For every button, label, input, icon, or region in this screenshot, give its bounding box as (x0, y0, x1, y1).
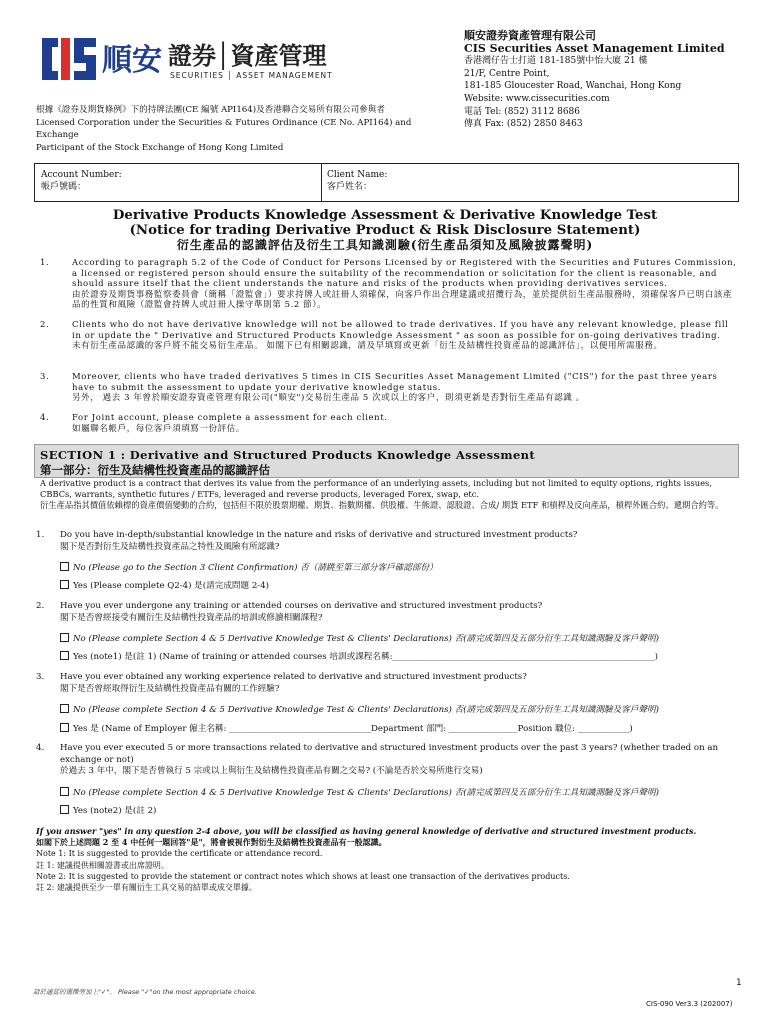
intro-number: 1. (40, 258, 50, 268)
logo-tagline-en: SECURITIES │ ASSET MANAGEMENT (170, 71, 333, 80)
license-statement (36, 104, 456, 154)
account-info-box (34, 163, 739, 202)
company-website: Website: www.cissecurities.com (464, 93, 610, 104)
company-name-en: CIS Securities Asset Management Limited (464, 41, 725, 55)
checkbox[interactable] (60, 787, 69, 796)
form-code: CIS-090 Ver3.3 (202007) (646, 1000, 733, 1008)
company-info (464, 30, 764, 131)
title-zh: 衍生產品的認識評估及衍生工具知識測驗(衍生產品須知及風險披露聲明) (176, 238, 594, 252)
option-label: Yes (Please complete Q2-4) 是(請完成問題 2-4) (73, 581, 270, 591)
q1-option-no[interactable] (60, 562, 740, 574)
title-line1: Derivative Products Knowledge Assessment & Derivative Knowledge Test (112, 208, 658, 223)
checkbox[interactable] (60, 805, 69, 814)
note1-zh: 註 1: 建議提供相關證書或出席證明。 (36, 860, 169, 870)
q2-option-no[interactable] (60, 633, 740, 645)
title-line2: (Notice for trading Derivative Product & Risk Disclosure Statement) (129, 223, 641, 238)
license-zh: 根據《證券及期貨條例》下的持牌法團(CE 編號 API164)及香港聯合交易所有限公司參與者 (36, 105, 385, 115)
account-box-divider (321, 164, 322, 201)
section1-title-en: SECTION 1 : Derivative and Structured Products Knowledge Assessment (40, 448, 536, 462)
q3-option-yes[interactable] (60, 723, 740, 735)
question-text-zh: 閣下是否對衍生及結構性投資產品之特性及風險有所認識? (60, 541, 280, 552)
account-number-field[interactable] (41, 169, 122, 193)
intro-item-2 (40, 320, 740, 352)
question-text-en: Do you have in-depth/substantial knowledge in the nature and risks of derivative and structured investment products? (60, 530, 578, 540)
page-number: 1 (736, 978, 742, 988)
client-name-label-zh: 客戶姓名： (327, 182, 373, 192)
note1-en: Note 1: It is suggested to provide the certificate or attendance record. (36, 849, 323, 859)
intro-item-1 (40, 258, 740, 311)
option-label: No (Please go to the Section 3 Client Confirmation) 否（請跳至第三部分客戶確認部份） (73, 563, 438, 573)
note2-zh: 註 2: 建議提供至少一單有關衍生工具交易的結單或成交單據。 (36, 883, 257, 893)
section1-desc-en: A derivative product is a contract that derives its value from the performance of an underlying assets, including but not limited to equity options, rights issues, CBBCs, warrants, synthetic futures / ETFs, leveraged and reverse products, leveraged Forex, swap, etc. (40, 478, 712, 499)
section1-title-zh: 第一部分：衍生及結構性投資產品的認識評估 (40, 463, 270, 477)
company-name-zh: 順安證券資產管理有限公司 (464, 29, 596, 42)
tick-instruction: 請於適當的選擇旁加上"✓"。 Please "✓"on the most appropriate choice. (33, 988, 257, 996)
footnotes (36, 826, 736, 893)
question-1 (36, 530, 736, 553)
question-text-zh: 閣下是否曾經接受有關衍生及結構性投資產品的培訓或修讀相關課程? (60, 612, 323, 623)
license-en-line2: Participant of the Stock Exchange of Hong Kong Limited (36, 142, 284, 153)
summary-en: If you answer "yes" in any question 2-4 above, you will be classified as having general knowledge of derivative and structured investment products. (36, 826, 697, 836)
q2-option-yes[interactable] (60, 651, 740, 663)
intro-text-en: According to paragraph 5.2 of the Code of Conduct for Persons Licensed by or Registered with the Securities and Futures Commission, a licensed or registered person should ensure the suitability of the recommendation or solicitation for the client is reasonable, and should assure itself that the client understands the nature and risks of the products when providing derivatives services. (72, 258, 737, 290)
intro-number: 2. (40, 320, 50, 330)
q3-option-no[interactable] (60, 704, 740, 716)
company-fax: 傳真 Fax: (852) 2850 8463 (464, 119, 583, 130)
q4-option-no[interactable] (60, 787, 740, 799)
question-text-zh: 於過去 3 年中，閣下是否曾執行 5 宗或以上與衍生及結構性投資產品有關之交易? (不論是否於交易所進行交易) (60, 766, 483, 776)
option-label: No (Please complete Section 4 & 5 Derivative Knowledge Test & Clients' Declarations) 否(請完成第四及五部分衍生工具知識測驗及客戶聲明) (73, 634, 659, 644)
question-number: 3. (36, 672, 45, 682)
company-address-line2: 181-185 Gloucester Road, Wanchai, Hong Kong (464, 81, 682, 92)
option-label: Yes 是 (Name of Employer 僱主名稱: _________________________________Department 部門: ________________Position 職位: ____________) (73, 724, 633, 734)
question-3 (36, 672, 736, 695)
checkbox[interactable] (60, 580, 69, 589)
checkbox[interactable] (60, 723, 69, 732)
intro-text-zh: 如屬聯名帳戶，每位客戶須填寫一份評估。 (72, 423, 245, 434)
checkbox[interactable] (60, 633, 69, 642)
checkbox[interactable] (60, 562, 69, 571)
intro-text-zh: 未有衍生產品認識的客戶將不能交易衍生產品。 如閣下已有相關認識，請及早填寫或更新「衍生及結構性投資產品的認識評估」，以便用所需服務。 (72, 341, 663, 352)
question-text-en: Have you ever executed 5 or more transactions related to derivative and structured investment products over the past 3 years? (whether traded on an exchange or not) (60, 743, 719, 765)
question-text-en: Have you ever obtained any working experience related to derivative and structured investment products? (60, 672, 527, 682)
intro-text-en: For Joint account, please complete a assessment for each client. (72, 413, 388, 423)
section1-description (40, 478, 740, 511)
section1-header (34, 444, 739, 478)
q1-option-yes[interactable] (60, 580, 740, 592)
intro-text-en: Moreover, clients who have traded derivatives 5 times in CIS Securities Asset Management Limited ("CIS") for the past three years have to submit the assessment to update your derivative knowledge status. (72, 372, 718, 393)
company-address-line1: 21/F, Centre Point, (464, 68, 550, 79)
question-2 (36, 601, 736, 624)
q4-option-yes[interactable] (60, 805, 740, 817)
license-en-line1: Licensed Corporation under the Securities & Futures Ordinance (CE No. API164) and Exchange (36, 117, 412, 140)
intro-item-3 (40, 372, 740, 404)
question-number: 2. (36, 601, 45, 611)
logo-name-zh: 順安 (102, 43, 162, 78)
question-number: 1. (36, 530, 45, 540)
company-tel: 電話 Tel: (852) 3112 8686 (464, 106, 580, 117)
document-title (30, 208, 740, 253)
intro-text-en: Clients who do not have derivative knowledge will not be allowed to trade derivatives. If you have any relevant knowledge, please fill in or update the " Derivative and Structured Products Knowledge Assessment " as soon as possible for on-going derivatives trading. (72, 320, 729, 341)
logo-tagline-zh: 證券│資產管理 (168, 42, 327, 70)
note2-en: Note 2: It is suggested to provide the statement or contract notes which shows at least one transaction of the derivatives products. (36, 871, 570, 881)
company-logo (40, 34, 370, 84)
account-number-label-en: Account Number: (41, 170, 122, 180)
option-label: No (Please complete Section 4 & 5 Derivative Knowledge Test & Clients' Declarations) 否(請完成第四及五部分衍生工具知識測驗及客戶聲明) (73, 788, 659, 798)
section1-desc-zh: 衍生產品指其價值依賴標的資產價值變動的合約，包括但不限於股票期權、期貨、指數期權、供股權、牛熊證、認股證、合成/ 期貨 ETF 和槓桿及反向產品，槓桿外匯合約、遞期合約等。 (40, 500, 724, 510)
client-name-label-en: Client Name: (327, 170, 388, 180)
intro-number: 4. (40, 413, 50, 423)
question-number: 4. (36, 743, 45, 753)
account-number-label-zh: 帳戶號碼： (41, 182, 87, 192)
intro-text-zh: 由於證券及期貨事務監察委員會（簡稱「證監會」）要求持牌人或註冊人須確保，向客戶作出合理建議或招攬行為，並於提供衍生產品服務時，須確保客戶已明白該產品的性質和風險（證監會持牌人或註冊人操守準則第 5.2 節）。 (72, 289, 733, 311)
company-address-zh: 香港灣仔告士打道 181-185號中怡大廈 21 樓 (464, 56, 648, 67)
summary-zh: 如閣下於上述問題 2 至 4 中任何一題回答"是"，將會被視作對衍生及結構性投資產品有一般認識。 (36, 837, 387, 848)
intro-item-4 (40, 413, 740, 434)
checkbox[interactable] (60, 651, 69, 660)
client-name-field[interactable] (327, 169, 387, 193)
intro-number: 3. (40, 372, 50, 382)
question-4 (36, 743, 736, 778)
option-label: Yes (note1) 是(註 1) (Name of training or attended courses 培訓或課程名稱:_____________________________________________________________) (73, 652, 658, 662)
question-text-en: Have you ever undergone any training or attended courses on derivative and structured investment products? (60, 601, 543, 611)
question-text-zh: 閣下是否曾經取得衍生及結構性投資產品有關的工作經驗? (60, 683, 280, 694)
checkbox[interactable] (60, 704, 69, 713)
option-label: No (Please complete Section 4 & 5 Derivative Knowledge Test & Clients' Declarations) 否(請完成第四及五部分衍生工具知識測驗及客戶聲明) (73, 705, 659, 715)
intro-text-zh: 另外， 過去 3 年曾於順安證券資產管理有限公司("順安")交易衍生產品 5 次或以上的客户，則須更新是否對衍生產品有認識 。 (72, 393, 585, 404)
option-label: Yes (note2) 是(註 2) (73, 806, 157, 816)
